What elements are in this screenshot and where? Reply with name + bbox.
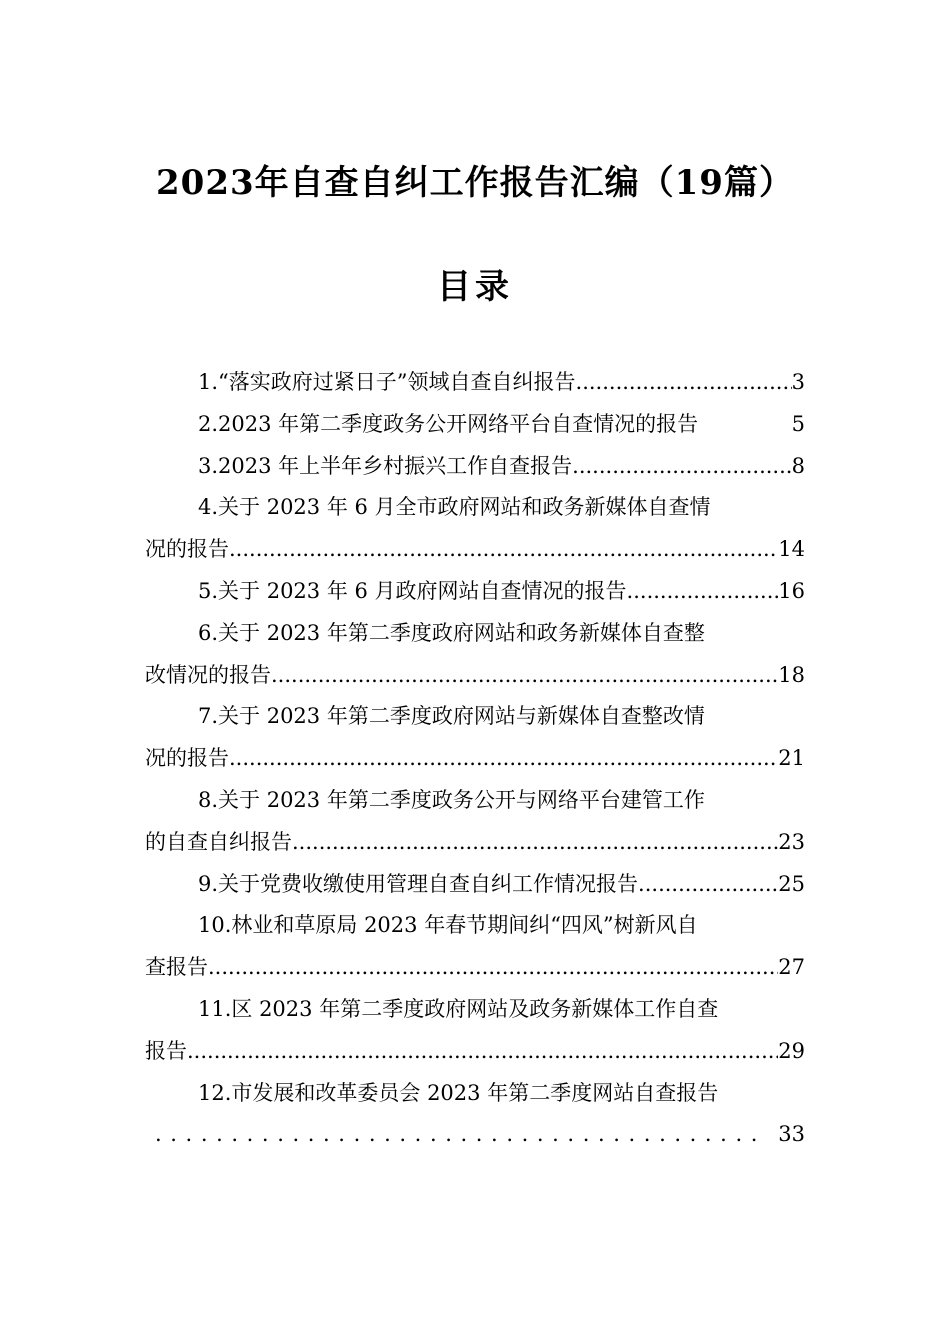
toc-page-number: 23 [778, 829, 805, 854]
toc-entry-title: 2.2023 年第二季度政务公开网络平台自查情况的报告 [198, 411, 699, 436]
toc-entry-1[interactable] [145, 362, 805, 404]
toc-page-number: 18 [778, 662, 805, 687]
toc-entry-title: 1.“落实政府过紧日子”领域自查自纠报告 [198, 370, 576, 394]
leader-dots [627, 571, 779, 613]
toc-entry-title: 9.关于党费收缴使用管理自查自纠工作情况报告 [198, 871, 639, 896]
leader-dots [187, 1031, 778, 1073]
toc-entry-title-cont: 查报告 [145, 955, 208, 980]
toc-page-number: 27 [778, 955, 805, 980]
toc-entry-3[interactable] [145, 446, 805, 488]
leader-dots [208, 947, 778, 989]
leader-dots [292, 822, 778, 864]
toc-entry-title-cont: 的自查自纠报告 [145, 829, 292, 854]
leader-dots [229, 738, 778, 780]
leader-dots [576, 362, 792, 404]
toc-entry-5[interactable] [145, 571, 805, 613]
toc-page-number: 21 [778, 746, 805, 771]
toc-page-number: 8 [791, 453, 805, 478]
toc-entry-8[interactable] [145, 780, 805, 864]
leader-dots [271, 655, 778, 697]
toc-entry-title-cont: 况的报告 [145, 537, 229, 562]
leader-dots [638, 864, 778, 906]
leader-dots [229, 529, 778, 571]
toc-entry-7[interactable] [145, 696, 805, 780]
toc-page-number: 5 [791, 411, 805, 436]
toc-page-number: 25 [778, 871, 805, 896]
toc-entry-11[interactable] [145, 989, 805, 1073]
toc-page-number: 29 [778, 1038, 805, 1063]
toc-entry-title-cont: 报告 [145, 1038, 187, 1063]
table-of-contents [145, 362, 805, 1156]
leader-dots [155, 1114, 764, 1156]
toc-entry-title: 5.关于 2023 年 6 月政府网站自查情况的报告 [198, 578, 627, 603]
toc-entry-10[interactable] [145, 905, 805, 989]
toc-entry-title: 4.关于 2023 年 6 月全市政府网站和政务新媒体自查情 [198, 495, 711, 520]
toc-entry-title-cont: 况的报告 [145, 746, 229, 771]
toc-entry-9[interactable] [145, 864, 805, 906]
toc-entry-title: 11.区 2023 年第二季度政府网站及政务新媒体工作自查 [198, 996, 719, 1021]
toc-page-number: 3 [791, 370, 805, 394]
toc-page-number: 33 [778, 1122, 805, 1147]
toc-entry-title: 7.关于 2023 年第二季度政府网站与新媒体自查整改情 [198, 704, 705, 729]
toc-entry-title: 10.林业和草原局 2023 年春节期间纠“四风”树新风自 [198, 913, 698, 938]
toc-entry-title: 3.2023 年上半年乡村振兴工作自查报告 [198, 453, 573, 478]
toc-entry-4[interactable] [145, 487, 805, 571]
document-title: 2023年自查自纠工作报告汇编（19篇） [156, 163, 794, 203]
toc-entry-6[interactable] [145, 613, 805, 697]
toc-entry-title: 8.关于 2023 年第二季度政务公开与网络平台建管工作 [198, 787, 705, 812]
toc-entry-title: 6.关于 2023 年第二季度政府网站和政务新媒体自查整 [198, 620, 705, 645]
toc-page-number: 14 [778, 537, 805, 562]
toc-heading: 目录 [437, 267, 513, 307]
toc-entry-title-cont: 改情况的报告 [145, 662, 271, 687]
toc-entry-title: 12.市发展和改革委员会 2023 年第二季度网站自查报告 [198, 1080, 719, 1105]
toc-entry-12[interactable] [145, 1073, 805, 1157]
toc-page-number: 16 [778, 578, 805, 603]
leader-dots [572, 446, 791, 488]
toc-entry-2[interactable] [145, 404, 805, 446]
